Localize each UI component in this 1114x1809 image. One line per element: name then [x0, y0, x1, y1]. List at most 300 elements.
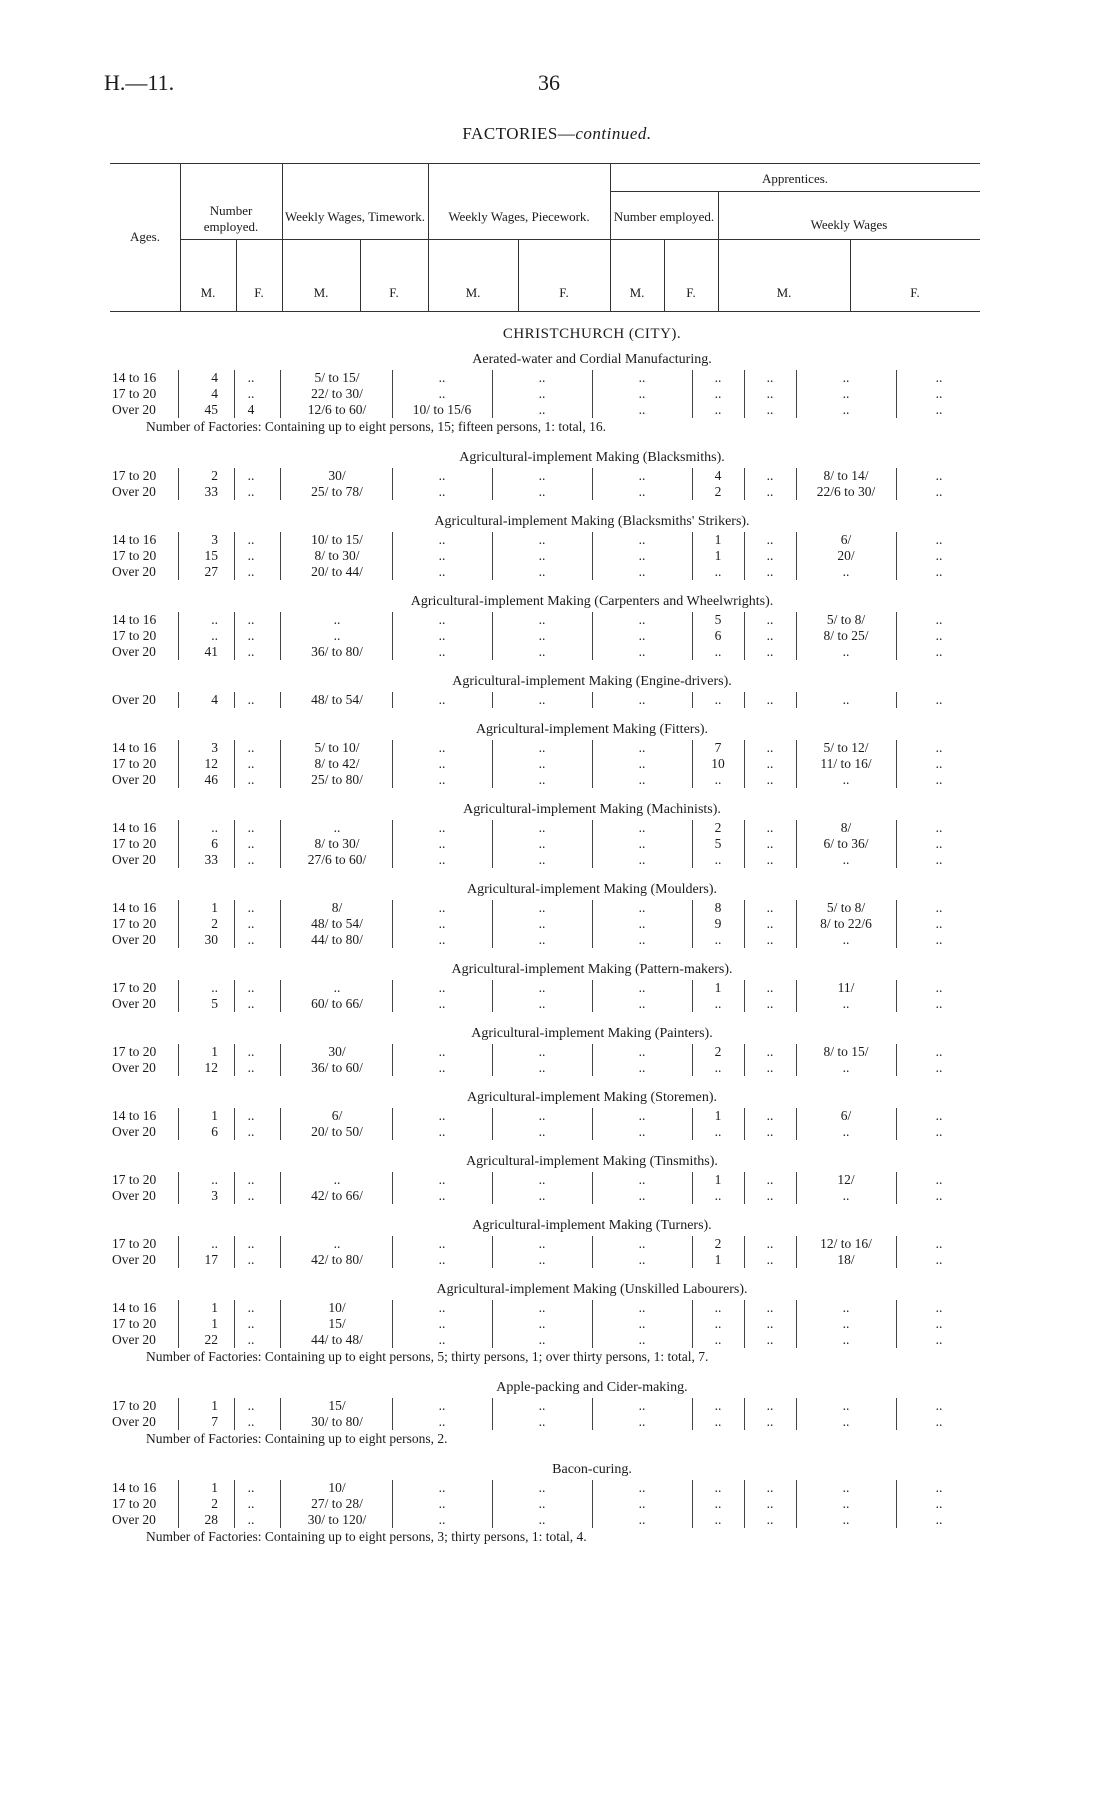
table-row: [0, 386, 1114, 402]
piecework-female-cell: ..: [638, 548, 646, 563]
column-rule: [178, 1300, 179, 1316]
header-apprentices: Apprentices.: [761, 171, 829, 186]
apprentice-wage-male-cell: 6/: [840, 1108, 852, 1123]
column-rule: [234, 1108, 235, 1124]
apprentice-wage-male-cell: 6/: [840, 532, 852, 547]
column-rule: [178, 1172, 179, 1188]
section-gap: [0, 1268, 1114, 1280]
column-rule: [178, 1252, 179, 1268]
age-cell: Over 20: [112, 402, 156, 417]
apprentice-female-cell: ..: [766, 692, 774, 707]
industry-section: [0, 1204, 1114, 1268]
male-count-cell: 7: [211, 1414, 218, 1429]
apprentice-wage-male-cell: 22/6 to 30/: [816, 484, 876, 499]
female-count-cell: ..: [247, 386, 255, 401]
table-row: [0, 1512, 1114, 1528]
header-ages: Ages.: [130, 229, 160, 244]
piecework-male-cell: ..: [538, 1496, 546, 1511]
apprentice-male-cell: ..: [714, 370, 722, 385]
female-count-cell: ..: [247, 1124, 255, 1139]
apprentice-female-cell: ..: [766, 564, 774, 579]
piecework-female-cell: ..: [638, 1414, 646, 1429]
timework-male-cell: 5/ to 15/: [314, 370, 360, 385]
apprentice-wage-female-cell: ..: [935, 1108, 943, 1123]
male-count-cell: 4: [211, 370, 218, 385]
column-rule: [234, 692, 235, 708]
column-rule: [178, 1496, 179, 1512]
apprentice-wage-male-cell: 5/ to 8/: [826, 900, 866, 915]
column-rule: [280, 370, 281, 386]
male-count-cell: 22: [204, 1332, 218, 1347]
timework-female-cell: ..: [438, 1496, 446, 1511]
table-row: [0, 1236, 1114, 1252]
column-rule: [234, 1236, 235, 1252]
apprentice-wage-male-cell: 8/ to 25/: [823, 628, 869, 643]
column-rule: [280, 548, 281, 564]
piecework-male-cell: ..: [538, 932, 546, 947]
section-title: Aerated-water and Cordial Manufacturing.: [472, 352, 712, 367]
apprentice-male-cell: ..: [714, 1512, 722, 1527]
apprentice-wage-female-cell: ..: [935, 644, 943, 659]
timework-female-cell: ..: [438, 1480, 446, 1495]
table-row: [0, 1108, 1114, 1124]
timework-female-cell: ..: [438, 820, 446, 835]
apprentice-male-cell: ..: [714, 1124, 722, 1139]
piecework-female-cell: ..: [638, 916, 646, 931]
apprentice-wage-male-cell: ..: [842, 386, 850, 401]
apprentice-wage-female-cell: ..: [935, 1496, 943, 1511]
male-count-cell: 5: [211, 996, 218, 1011]
piecework-male-cell: ..: [538, 370, 546, 385]
column-rule: [234, 628, 235, 644]
table-row: [0, 1480, 1114, 1496]
industry-section: [0, 436, 1114, 500]
table-row: [0, 1252, 1114, 1268]
timework-female-cell: ..: [438, 916, 446, 931]
section-title: Agricultural-implement Making (Engine-drivers).: [452, 674, 732, 689]
age-cell: 14 to 16: [112, 532, 157, 547]
header-m: M.: [776, 285, 792, 300]
apprentice-wage-female-cell: ..: [935, 386, 943, 401]
timework-male-cell: ..: [333, 820, 341, 835]
apprentice-female-cell: ..: [766, 1236, 774, 1251]
page-title: [0, 124, 1114, 144]
column-rule: [178, 1398, 179, 1414]
apprentice-wage-male-cell: 5/ to 8/: [826, 612, 866, 627]
timework-male-cell: 15/: [328, 1316, 346, 1331]
table-row: [0, 852, 1114, 868]
male-count-cell: 6: [211, 1124, 218, 1139]
female-count-cell: ..: [247, 916, 255, 931]
piecework-male-cell: ..: [538, 996, 546, 1011]
timework-female-cell: ..: [438, 756, 446, 771]
piecework-female-cell: ..: [638, 612, 646, 627]
age-cell: 14 to 16: [112, 820, 157, 835]
male-count-cell: 45: [204, 402, 218, 417]
timework-male-cell: ..: [333, 1172, 341, 1187]
column-rule: [178, 756, 179, 772]
table-row: [0, 932, 1114, 948]
industry-section: [0, 500, 1114, 580]
piecework-female-cell: ..: [638, 564, 646, 579]
apprentice-female-cell: ..: [766, 370, 774, 385]
timework-male-cell: ..: [333, 1236, 341, 1251]
apprentice-wage-female-cell: ..: [935, 1398, 943, 1413]
male-count-cell: 15: [204, 548, 218, 563]
timework-male-cell: 25/ to 80/: [311, 772, 363, 787]
apprentice-male-cell: ..: [714, 1332, 722, 1347]
column-rule: [234, 1398, 235, 1414]
header-f: F.: [254, 285, 264, 300]
piecework-male-cell: ..: [538, 980, 546, 995]
male-count-cell: 17: [204, 1252, 218, 1267]
section-gap: [0, 500, 1114, 512]
apprentice-male-cell: ..: [714, 402, 722, 417]
timework-female-cell: ..: [438, 1252, 446, 1267]
apprentice-wage-female-cell: ..: [935, 932, 943, 947]
apprentice-wage-male-cell: 20/: [837, 548, 855, 563]
timework-female-cell: ..: [438, 1124, 446, 1139]
header-f: F.: [910, 285, 920, 300]
timework-female-cell: ..: [438, 548, 446, 563]
age-cell: Over 20: [112, 1124, 156, 1139]
piecework-female-cell: ..: [638, 402, 646, 417]
apprentice-female-cell: ..: [766, 644, 774, 659]
apprentice-male-cell: 2: [714, 820, 722, 835]
apprentice-wage-male-cell: ..: [842, 1332, 850, 1347]
page-number: 36: [538, 70, 560, 95]
age-cell: 17 to 20: [112, 1316, 157, 1331]
age-cell: 17 to 20: [112, 386, 157, 401]
piecework-female-cell: ..: [638, 1398, 646, 1413]
apprentice-wage-female-cell: ..: [935, 468, 943, 483]
apprentice-male-cell: 5: [714, 612, 722, 627]
age-cell: Over 20: [112, 564, 156, 579]
apprentice-male-cell: 9: [714, 916, 722, 931]
timework-male-cell: 8/ to 42/: [314, 756, 360, 771]
column-rule: [280, 1252, 281, 1268]
timework-female-cell: ..: [438, 468, 446, 483]
timework-female-cell: ..: [438, 900, 446, 915]
column-rule: [234, 1512, 235, 1528]
timework-female-cell: ..: [438, 1512, 446, 1527]
apprentice-wage-female-cell: ..: [935, 1480, 943, 1495]
female-count-cell: ..: [247, 468, 255, 483]
column-rule: [178, 740, 179, 756]
timework-male-cell: 30/ to 80/: [311, 1414, 363, 1429]
male-count-cell: 2: [211, 1496, 218, 1511]
timework-female-cell: ..: [438, 1172, 446, 1187]
female-count-cell: ..: [247, 1236, 255, 1251]
apprentice-wage-female-cell: ..: [935, 772, 943, 787]
apprentice-wage-female-cell: ..: [935, 980, 943, 995]
apprentice-wage-male-cell: 8/: [840, 820, 852, 835]
timework-female-cell: ..: [438, 1398, 446, 1413]
column-rule: [234, 1188, 235, 1204]
column-rule: [178, 484, 179, 500]
column-rule: [234, 1252, 235, 1268]
table-row: [0, 628, 1114, 644]
apprentice-wage-female-cell: ..: [935, 916, 943, 931]
apprentice-wage-male-cell: 11/: [837, 980, 855, 995]
timework-male-cell: 10/: [328, 1300, 346, 1315]
piecework-female-cell: ..: [638, 532, 646, 547]
timework-female-cell: ..: [438, 1044, 446, 1059]
timework-male-cell: 30/: [328, 468, 346, 483]
apprentice-male-cell: ..: [714, 1300, 722, 1315]
document-reference: H.—11.: [104, 70, 175, 95]
female-count-cell: ..: [247, 1300, 255, 1315]
apprentice-wage-female-cell: ..: [935, 820, 943, 835]
column-rule: [280, 1300, 281, 1316]
section-title: Agricultural-implement Making (Turners).: [472, 1218, 712, 1233]
table-row: [0, 370, 1114, 386]
apprentice-wage-male-cell: ..: [842, 996, 850, 1011]
female-count-cell: ..: [247, 564, 255, 579]
apprentice-wage-female-cell: ..: [935, 1044, 943, 1059]
apprentice-wage-male-cell: 11/ to 16/: [820, 756, 872, 771]
piecework-male-cell: ..: [538, 1060, 546, 1075]
apprentice-female-cell: ..: [766, 1496, 774, 1511]
apprentice-male-cell: 1: [714, 1108, 722, 1123]
piecework-male-cell: ..: [538, 612, 546, 627]
apprentice-wage-male-cell: 8/ to 14/: [823, 468, 869, 483]
apprentice-female-cell: ..: [766, 772, 774, 787]
column-rule: [280, 1060, 281, 1076]
female-count-cell: ..: [247, 996, 255, 1011]
column-rule: [234, 468, 235, 484]
timework-male-cell: 8/ to 30/: [314, 836, 360, 851]
industry-section: [0, 868, 1114, 948]
timework-female-cell: ..: [438, 932, 446, 947]
age-cell: 17 to 20: [112, 468, 157, 483]
column-rule: [178, 370, 179, 386]
female-count-cell: ..: [247, 1480, 255, 1495]
industry-section: [0, 1012, 1114, 1076]
apprentice-wage-male-cell: ..: [842, 1496, 850, 1511]
apprentice-wage-female-cell: ..: [935, 370, 943, 385]
female-count-cell: ..: [247, 1316, 255, 1331]
column-rule: [280, 756, 281, 772]
timework-male-cell: 8/ to 30/: [314, 548, 360, 563]
column-rule: [280, 836, 281, 852]
male-count-cell: 41: [204, 644, 218, 659]
piecework-female-cell: ..: [638, 852, 646, 867]
male-count-cell: ..: [211, 820, 218, 835]
timework-male-cell: 42/ to 80/: [311, 1252, 363, 1267]
age-cell: 14 to 16: [112, 612, 157, 627]
female-count-cell: ..: [247, 1398, 255, 1413]
apprentice-female-cell: ..: [766, 852, 774, 867]
table-row: [0, 548, 1114, 564]
timework-male-cell: 30/: [328, 1044, 346, 1059]
apprentice-wage-female-cell: ..: [935, 548, 943, 563]
age-cell: Over 20: [112, 1060, 156, 1075]
age-cell: 17 to 20: [112, 836, 157, 851]
apprentice-male-cell: 10: [711, 756, 725, 771]
column-rule: [280, 692, 281, 708]
apprentice-male-cell: ..: [714, 564, 722, 579]
male-count-cell: 1: [211, 1300, 218, 1315]
column-rule: [280, 980, 281, 996]
piecework-male-cell: ..: [538, 1172, 546, 1187]
piecework-male-cell: ..: [538, 564, 546, 579]
piecework-male-cell: ..: [538, 644, 546, 659]
piecework-female-cell: ..: [638, 1496, 646, 1511]
piecework-male-cell: ..: [538, 402, 546, 417]
apprentice-female-cell: ..: [766, 1188, 774, 1203]
table-row: [0, 484, 1114, 500]
apprentice-male-cell: 8: [714, 900, 722, 915]
piecework-male-cell: ..: [538, 1316, 546, 1331]
apprentice-wage-female-cell: ..: [935, 1236, 943, 1251]
apprentice-wage-female-cell: ..: [935, 1332, 943, 1347]
apprentice-wage-male-cell: ..: [842, 932, 850, 947]
apprentice-wage-female-cell: ..: [935, 740, 943, 755]
age-cell: 17 to 20: [112, 916, 157, 931]
piecework-female-cell: ..: [638, 1300, 646, 1315]
timework-male-cell: 22/ to 30/: [311, 386, 363, 401]
industry-section: [0, 1448, 1114, 1546]
age-cell: Over 20: [112, 852, 156, 867]
age-cell: 17 to 20: [112, 1172, 157, 1187]
apprentice-male-cell: ..: [714, 852, 722, 867]
table-row: [0, 1124, 1114, 1140]
apprentice-wage-male-cell: 18/: [837, 1252, 855, 1267]
column-rule: [280, 932, 281, 948]
apprentice-male-cell: 6: [714, 628, 722, 643]
column-rule: [178, 628, 179, 644]
female-count-cell: ..: [247, 900, 255, 915]
timework-male-cell: 27/6 to 60/: [307, 852, 367, 867]
column-rule: [178, 1512, 179, 1528]
column-rule: [234, 402, 235, 418]
table-row: [0, 468, 1114, 484]
apprentice-female-cell: ..: [766, 740, 774, 755]
female-count-cell: ..: [247, 1512, 255, 1527]
male-count-cell: 1: [211, 1480, 218, 1495]
timework-male-cell: ..: [333, 612, 341, 627]
apprentice-wage-female-cell: ..: [935, 1172, 943, 1187]
table-row: [0, 836, 1114, 852]
column-rule: [178, 402, 179, 418]
piecework-female-cell: ..: [638, 836, 646, 851]
section-gap: [0, 1140, 1114, 1152]
column-rule: [178, 1108, 179, 1124]
table-row: [0, 996, 1114, 1012]
apprentice-male-cell: 2: [714, 1044, 722, 1059]
apprentice-wage-female-cell: ..: [935, 402, 943, 417]
female-count-cell: ..: [247, 980, 255, 995]
apprentice-male-cell: ..: [714, 1188, 722, 1203]
piecework-male-cell: ..: [538, 1398, 546, 1413]
apprentice-wage-female-cell: ..: [935, 564, 943, 579]
column-rule: [178, 932, 179, 948]
apprentice-wage-male-cell: ..: [842, 1300, 850, 1315]
piecework-female-cell: ..: [638, 1060, 646, 1075]
column-rule: [178, 644, 179, 660]
male-count-cell: 6: [211, 836, 218, 851]
piecework-female-cell: ..: [638, 692, 646, 707]
piecework-male-cell: ..: [538, 692, 546, 707]
age-cell: 17 to 20: [112, 548, 157, 563]
male-count-cell: 28: [204, 1512, 218, 1527]
apprentice-wage-male-cell: ..: [842, 402, 850, 417]
table-row: [0, 1044, 1114, 1060]
table-row: [0, 1172, 1114, 1188]
table-row: [0, 1496, 1114, 1512]
piecework-female-cell: ..: [638, 484, 646, 499]
header-top-rule: [110, 163, 980, 164]
header-bottom-rule: [110, 311, 980, 312]
column-rule: [280, 1512, 281, 1528]
column-rule: [280, 612, 281, 628]
piecework-male-cell: ..: [538, 1414, 546, 1429]
column-rule: [178, 692, 179, 708]
apprentice-male-cell: 1: [714, 548, 722, 563]
female-count-cell: ..: [247, 820, 255, 835]
title-main: FACTORIES—: [462, 124, 576, 143]
piecework-female-cell: ..: [638, 1188, 646, 1203]
piecework-male-cell: ..: [538, 468, 546, 483]
apprentice-male-cell: ..: [714, 1414, 722, 1429]
table-row: [0, 1188, 1114, 1204]
piecework-female-cell: ..: [638, 756, 646, 771]
age-cell: 17 to 20: [112, 628, 157, 643]
column-rule: [234, 484, 235, 500]
timework-male-cell: 25/ to 78/: [311, 484, 363, 499]
section-gap: [0, 580, 1114, 592]
apprentice-wage-female-cell: ..: [935, 1060, 943, 1075]
female-count-cell: ..: [247, 644, 255, 659]
age-cell: Over 20: [112, 484, 156, 499]
apprentice-wage-female-cell: ..: [935, 1300, 943, 1315]
apprentice-wage-female-cell: ..: [935, 1252, 943, 1267]
timework-female-cell: 10/ to 15/6: [412, 402, 472, 417]
column-rule: [178, 1332, 179, 1348]
apprentice-wage-male-cell: ..: [842, 1316, 850, 1331]
column-rule: [234, 900, 235, 916]
apprentice-female-cell: ..: [766, 612, 774, 627]
apprentice-wage-female-cell: ..: [935, 1316, 943, 1331]
male-count-cell: 12: [204, 1060, 218, 1075]
column-rule: [280, 1172, 281, 1188]
piecework-male-cell: ..: [538, 1252, 546, 1267]
apprentice-female-cell: ..: [766, 532, 774, 547]
timework-male-cell: 12/6 to 60/: [307, 402, 367, 417]
header-m: M.: [629, 285, 645, 300]
apprentice-male-cell: ..: [714, 932, 722, 947]
timework-male-cell: 44/ to 80/: [311, 932, 363, 947]
male-count-cell: 1: [211, 1044, 218, 1059]
apprentice-female-cell: ..: [766, 1172, 774, 1187]
column-rule: [178, 548, 179, 564]
apprentice-female-cell: ..: [766, 1512, 774, 1527]
apprentice-wage-male-cell: ..: [842, 772, 850, 787]
age-cell: Over 20: [112, 1512, 156, 1527]
apprentice-female-cell: ..: [766, 1414, 774, 1429]
timework-male-cell: 42/ to 66/: [311, 1188, 363, 1203]
piecework-female-cell: ..: [638, 1044, 646, 1059]
column-rule: [280, 1398, 281, 1414]
apprentice-female-cell: ..: [766, 980, 774, 995]
timework-female-cell: ..: [438, 532, 446, 547]
apprentice-male-cell: 5: [714, 836, 722, 851]
column-rule: [178, 980, 179, 996]
apprentice-female-cell: ..: [766, 1316, 774, 1331]
column-rule: [234, 740, 235, 756]
apprentice-wage-female-cell: ..: [935, 1188, 943, 1203]
